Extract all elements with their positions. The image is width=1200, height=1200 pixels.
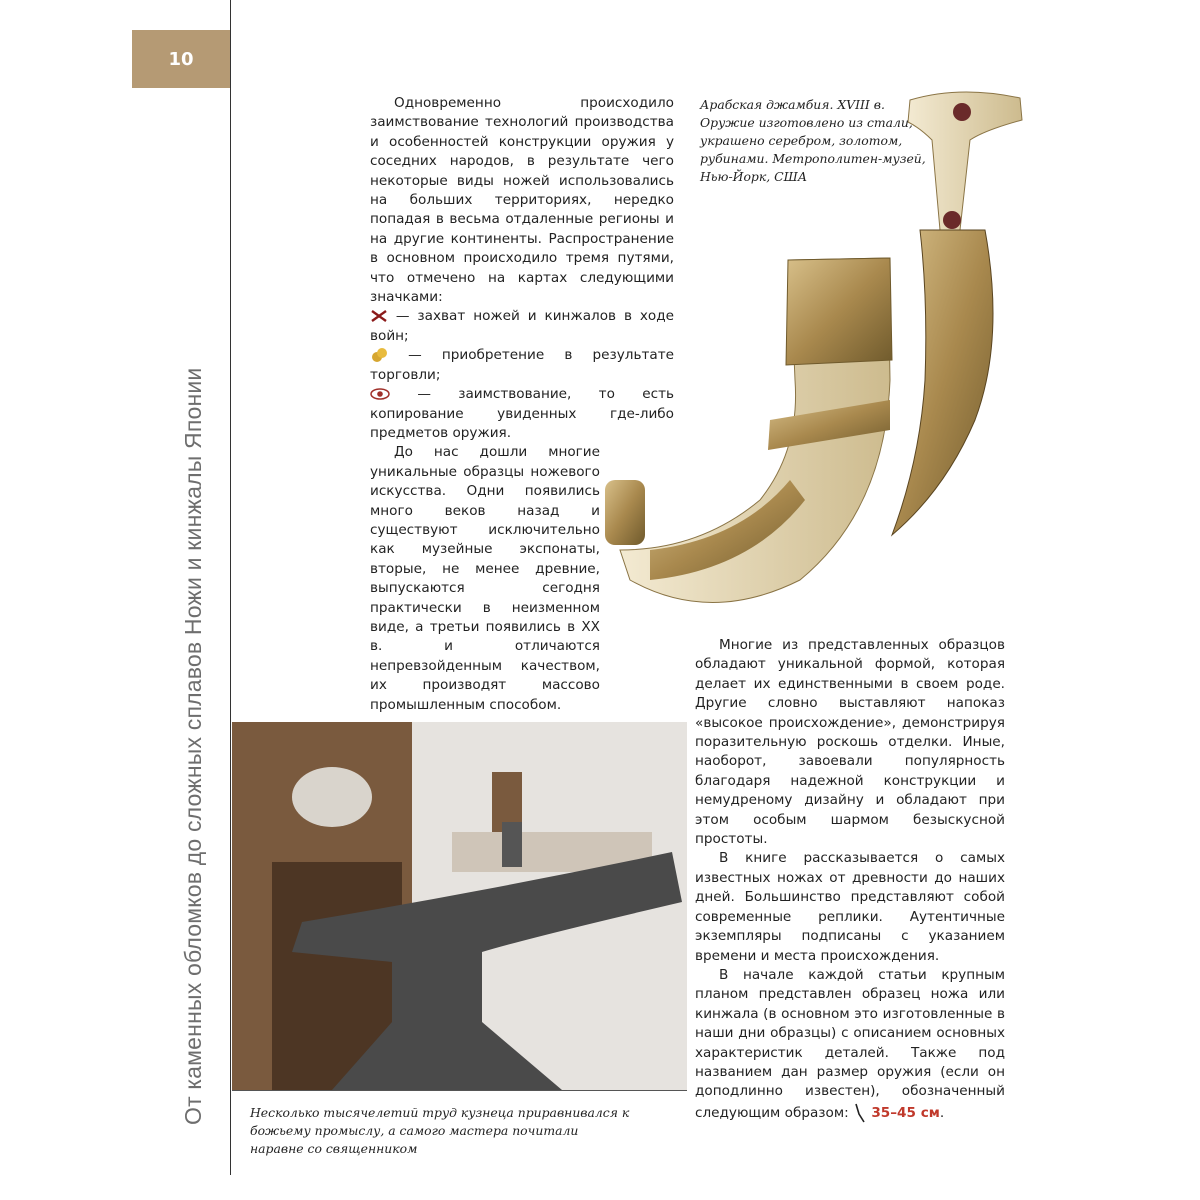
page-number: 10 (132, 30, 230, 88)
running-title: От каменных обломков до сложных сплавов Ножи и кинжалы Японии (180, 367, 206, 1125)
dagger-blade (892, 230, 993, 535)
paragraph: Одновременно происходило заимствование технологий производства и особенностей конструкции оружия у соседних народов, в результате чего некоторые виды ножей использовались на больших территориях, нередко попадая в весьма отдаленные регионы и на другие континенты. Распространение в основном происходило тремя путями, что отмечено на картах следующими значками: (370, 95, 674, 306)
sentence-end: . (939, 1104, 945, 1121)
legend-text: — заимствование, то есть копирование увиденных где-либо предметов оружия. (370, 386, 674, 441)
text-column-2 (695, 636, 1005, 1124)
crossed-swords-icon (370, 309, 388, 323)
knife-size-icon (853, 1102, 867, 1124)
legend-text: — приобретение в результате торговли; (370, 347, 674, 383)
blacksmith-caption: Несколько тысячелетий труд кузнеца приравнивался к божьему промыслу, а самого мастера почитали наравне со священником (250, 1105, 630, 1156)
caption-divider (232, 1090, 687, 1091)
legend-item-trade (370, 346, 674, 385)
coins-icon (370, 347, 388, 363)
paragraph (695, 966, 1005, 1124)
eye-icon (370, 387, 390, 401)
paragraph: Многие из представленных образцов обладают уникальной формой, которая делает их единственными в своем роде. Другие словно выставляют напоказ «высокое происхождение», демонстрируя поразительную роскошь отделки. Иные, наоборот, завоевали популярность благодаря надежной конструкции и немудреному дизайну и обладают при этом особым шармом безыскусной простоты. (695, 637, 1005, 848)
paragraph: В книге рассказывается о самых известных ножах от древности до наших дней. Большинство представляют собой современные реплики. Аутентичные экземпляры подписаны с указанием времени и места происхождения. (695, 850, 1005, 964)
spine-divider (230, 0, 231, 1175)
legend-item-copy (370, 385, 674, 443)
text-column-1 (370, 94, 674, 715)
blacksmith-photo (232, 722, 687, 1090)
dagger-caption: Арабская джамбия. XVIII в. Оружие изготовлено из стали, украшено серебром, золотом, рубинами. Метрополитен-музей, Нью-Йорк, США (700, 97, 926, 184)
paragraph: До нас дошли многие уникальные образцы ножевого искусства. Одни появились много веков назад и существуют исключительно как музейные экспонаты, вторые, не менее древние, выпускаются сегодня практически в неизменном виде, а третьи появились в XX в. и отличаются непревзойденным качеством, их производят массово промышленным способом. (370, 444, 600, 713)
paragraph-text: В начале каждой статьи крупным планом представлен образец ножа или кинжала (в основном это изготовленные в наши дни образцы) с описанием основных характеристик деталей. Также под названием дан размер оружия (если он доподлинно известен), обозначенный следующим образом: (695, 966, 1005, 1121)
size-example: 35–45 см (871, 1104, 940, 1121)
legend-text: — захват ножей и кинжалов в ходе войн; (370, 308, 674, 344)
legend-item-war (370, 307, 674, 346)
